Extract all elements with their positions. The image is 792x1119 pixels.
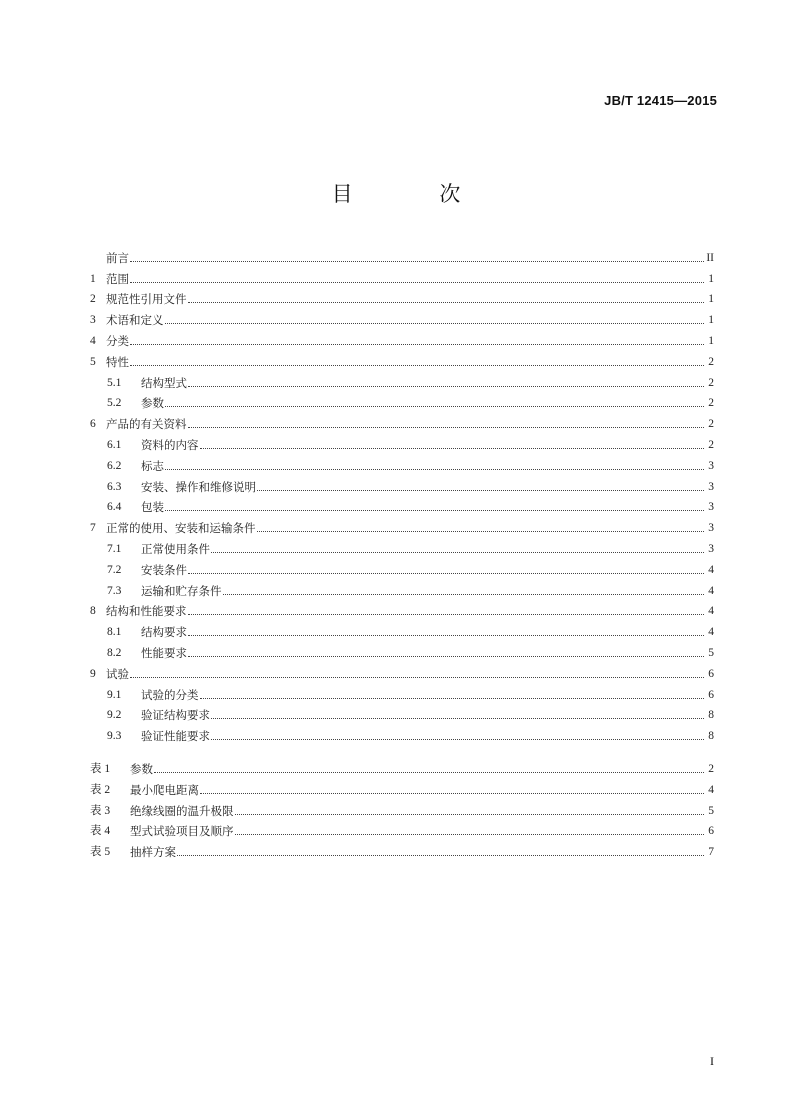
toc-entry-page: 7 bbox=[708, 846, 714, 859]
toc-entry-page: 4 bbox=[708, 563, 714, 576]
toc-entry-page: 3 bbox=[708, 522, 714, 535]
toc-entry-label: 参数 bbox=[141, 396, 164, 411]
toc-entry-page: 8 bbox=[708, 709, 714, 722]
toc-entry-number: 1 bbox=[90, 272, 96, 285]
toc-entry[interactable] bbox=[90, 327, 714, 348]
dot-leader bbox=[257, 530, 705, 532]
toc-entry-page: 3 bbox=[708, 542, 714, 555]
toc-entry-number: 9 bbox=[90, 667, 96, 680]
toc-entry-number: 9.1 bbox=[107, 688, 122, 701]
dot-leader bbox=[188, 613, 705, 615]
toc-entry[interactable] bbox=[90, 369, 714, 390]
toc-entry[interactable] bbox=[90, 473, 714, 494]
toc-entry-label: 试验的分类 bbox=[141, 687, 199, 702]
toc-table-entry[interactable] bbox=[90, 818, 714, 839]
dot-leader bbox=[130, 281, 704, 283]
dot-leader bbox=[257, 489, 704, 491]
toc-entry-label: 正常使用条件 bbox=[141, 541, 210, 556]
toc-entry[interactable] bbox=[90, 390, 714, 411]
toc-entry-label: 绝缘线圈的温升极限 bbox=[130, 803, 234, 818]
toc-entry-label: 结构型式 bbox=[141, 375, 187, 390]
toc-entry-page: 4 bbox=[708, 584, 714, 597]
toc-entry-number: 5.2 bbox=[107, 397, 122, 410]
toc-entry-number: 5.1 bbox=[107, 376, 122, 389]
toc-entry-page: 2 bbox=[708, 397, 714, 410]
toc-entry-number: 9.2 bbox=[107, 709, 122, 722]
toc-entry-page: 2 bbox=[708, 438, 714, 451]
toc-entry[interactable] bbox=[90, 431, 714, 452]
dot-leader bbox=[130, 364, 704, 366]
toc-entry-number: 7.2 bbox=[107, 563, 122, 576]
toc-entry-label: 结构要求 bbox=[141, 625, 187, 640]
toc-entry-label: 资料的内容 bbox=[141, 437, 199, 452]
dot-leader bbox=[188, 301, 705, 303]
toc-entry[interactable] bbox=[90, 618, 714, 639]
toc-entry-label: 性能要求 bbox=[141, 645, 187, 660]
toc-entry-number: 6 bbox=[90, 418, 96, 431]
dot-leader bbox=[188, 426, 705, 428]
toc-entry-number: 表 1 bbox=[90, 762, 111, 775]
toc-entry[interactable] bbox=[90, 348, 714, 369]
toc-entry-number: 6.3 bbox=[107, 480, 122, 493]
toc-entry-number: 7.1 bbox=[107, 542, 122, 555]
toc-entry-label: 规范性引用文件 bbox=[106, 292, 187, 307]
toc-entry-page: 8 bbox=[708, 730, 714, 743]
toc-entry[interactable] bbox=[90, 452, 714, 473]
toc-entry-page: 4 bbox=[708, 605, 714, 618]
toc-entry-label: 验证结构要求 bbox=[141, 708, 210, 723]
dot-leader bbox=[130, 676, 704, 678]
toc-entry-number: 表 5 bbox=[90, 846, 111, 859]
toc-entry-page: 4 bbox=[708, 783, 714, 796]
toc-entry-number: 4 bbox=[90, 334, 96, 347]
toc-entry-page: 1 bbox=[708, 334, 714, 347]
dot-leader bbox=[223, 593, 705, 595]
toc-entry-label: 分类 bbox=[106, 333, 129, 348]
toc-entry-page: 3 bbox=[708, 501, 714, 514]
dot-leader bbox=[200, 697, 705, 699]
dot-leader bbox=[211, 551, 704, 553]
toc-entry-label: 前言 bbox=[106, 250, 129, 265]
toc-entry-label: 验证性能要求 bbox=[141, 729, 210, 744]
toc-table-entry[interactable] bbox=[90, 755, 714, 776]
toc-entry-number: 3 bbox=[90, 314, 96, 327]
toc-entry-number: 6.2 bbox=[107, 459, 122, 472]
toc-entry-page: 5 bbox=[708, 646, 714, 659]
toc-entry-page: 5 bbox=[708, 804, 714, 817]
dot-leader bbox=[165, 468, 704, 470]
toc-entry-label: 安装条件 bbox=[141, 562, 187, 577]
dot-leader bbox=[211, 717, 704, 719]
toc-entry[interactable] bbox=[90, 535, 714, 556]
dot-leader bbox=[165, 322, 705, 324]
toc-entry[interactable] bbox=[90, 286, 714, 307]
dot-leader bbox=[188, 655, 704, 657]
toc-entry-number: 6.1 bbox=[107, 438, 122, 451]
toc-entry-page: 6 bbox=[708, 667, 714, 680]
toc-entry-number: 7.3 bbox=[107, 584, 122, 597]
toc-entry-page: 2 bbox=[708, 762, 714, 775]
toc-entry[interactable] bbox=[90, 265, 714, 286]
dot-leader bbox=[188, 385, 704, 387]
toc-entry-number: 6.4 bbox=[107, 501, 122, 514]
toc-entry[interactable] bbox=[90, 702, 714, 723]
toc-table-entry[interactable] bbox=[90, 776, 714, 797]
dot-leader bbox=[188, 572, 704, 574]
toc-entry[interactable] bbox=[90, 681, 714, 702]
dot-leader bbox=[130, 260, 704, 262]
toc-entry-label: 正常的使用、安装和运输条件 bbox=[106, 521, 256, 536]
dot-leader bbox=[211, 738, 704, 740]
toc-entry-page: 1 bbox=[708, 314, 714, 327]
toc-entry-label: 最小爬电距离 bbox=[130, 782, 199, 797]
toc-entry-page: 3 bbox=[708, 480, 714, 493]
toc-entry-number: 表 3 bbox=[90, 804, 111, 817]
toc-entry-number: 7 bbox=[90, 522, 96, 535]
toc-entry-page: 1 bbox=[708, 272, 714, 285]
toc-entry-page: 1 bbox=[708, 293, 714, 306]
toc-entry[interactable] bbox=[90, 556, 714, 577]
toc-entry-label: 术语和定义 bbox=[106, 313, 164, 328]
toc-entry-number: 表 4 bbox=[90, 825, 111, 838]
dot-leader bbox=[200, 792, 704, 794]
toc-entry-page: 2 bbox=[708, 376, 714, 389]
toc-entry-label: 结构和性能要求 bbox=[106, 604, 187, 619]
toc-entry-label: 特性 bbox=[106, 354, 129, 369]
toc-entry-number: 表 2 bbox=[90, 783, 111, 796]
toc-entry-page: 2 bbox=[708, 418, 714, 431]
dot-leader bbox=[165, 509, 704, 511]
toc-entry-number: 5 bbox=[90, 355, 96, 368]
toc-table-entry[interactable] bbox=[90, 838, 714, 859]
toc-entry[interactable] bbox=[90, 722, 714, 743]
toc-entry-label: 参数 bbox=[130, 761, 153, 776]
toc-entry[interactable] bbox=[90, 639, 714, 660]
page-number: I bbox=[710, 1054, 714, 1068]
toc-entry-page: 6 bbox=[708, 688, 714, 701]
toc-entry[interactable] bbox=[90, 660, 714, 681]
toc-entry-page: 6 bbox=[708, 825, 714, 838]
toc-entry[interactable] bbox=[90, 494, 714, 515]
dot-leader bbox=[177, 854, 704, 856]
toc-entry[interactable] bbox=[90, 306, 714, 327]
toc-entry-label: 标志 bbox=[141, 458, 164, 473]
toc-entry-label: 试验 bbox=[106, 666, 129, 681]
toc-entry[interactable] bbox=[90, 244, 714, 265]
toc-entry-page: 4 bbox=[708, 626, 714, 639]
standard-number: JB/T 12415—2015 bbox=[604, 93, 717, 108]
toc-entry-label: 抽样方案 bbox=[130, 845, 176, 860]
dot-leader bbox=[130, 343, 704, 345]
toc-entry-label: 运输和贮存条件 bbox=[141, 583, 222, 598]
toc-entry[interactable] bbox=[90, 514, 714, 535]
dot-leader bbox=[188, 634, 704, 636]
toc-entry-page: II bbox=[706, 251, 714, 264]
toc-table-entry[interactable] bbox=[90, 797, 714, 818]
toc-entry[interactable] bbox=[90, 577, 714, 598]
toc-entry[interactable] bbox=[90, 410, 714, 431]
toc-entry-label: 产品的有关资料 bbox=[106, 417, 187, 432]
toc-entry-number: 8.1 bbox=[107, 626, 122, 639]
toc-entry-label: 安装、操作和维修说明 bbox=[141, 479, 256, 494]
table-of-contents bbox=[90, 244, 714, 859]
toc-entry-page: 3 bbox=[708, 459, 714, 472]
dot-leader bbox=[235, 833, 705, 835]
toc-entry[interactable] bbox=[90, 598, 714, 619]
toc-entry-number: 8 bbox=[90, 605, 96, 618]
toc-title: 目 次 bbox=[331, 182, 501, 206]
dot-leader bbox=[154, 771, 704, 773]
toc-entry-number: 2 bbox=[90, 293, 96, 306]
dot-leader bbox=[200, 447, 705, 449]
toc-entry-label: 范围 bbox=[106, 271, 129, 286]
toc-entry-label: 型式试验项目及顺序 bbox=[130, 824, 234, 839]
dot-leader bbox=[165, 405, 704, 407]
dot-leader bbox=[235, 813, 705, 815]
toc-entry-page: 2 bbox=[708, 355, 714, 368]
toc-entry-number: 9.3 bbox=[107, 730, 122, 743]
toc-entry-number: 8.2 bbox=[107, 646, 122, 659]
toc-entry-label: 包装 bbox=[141, 500, 164, 515]
